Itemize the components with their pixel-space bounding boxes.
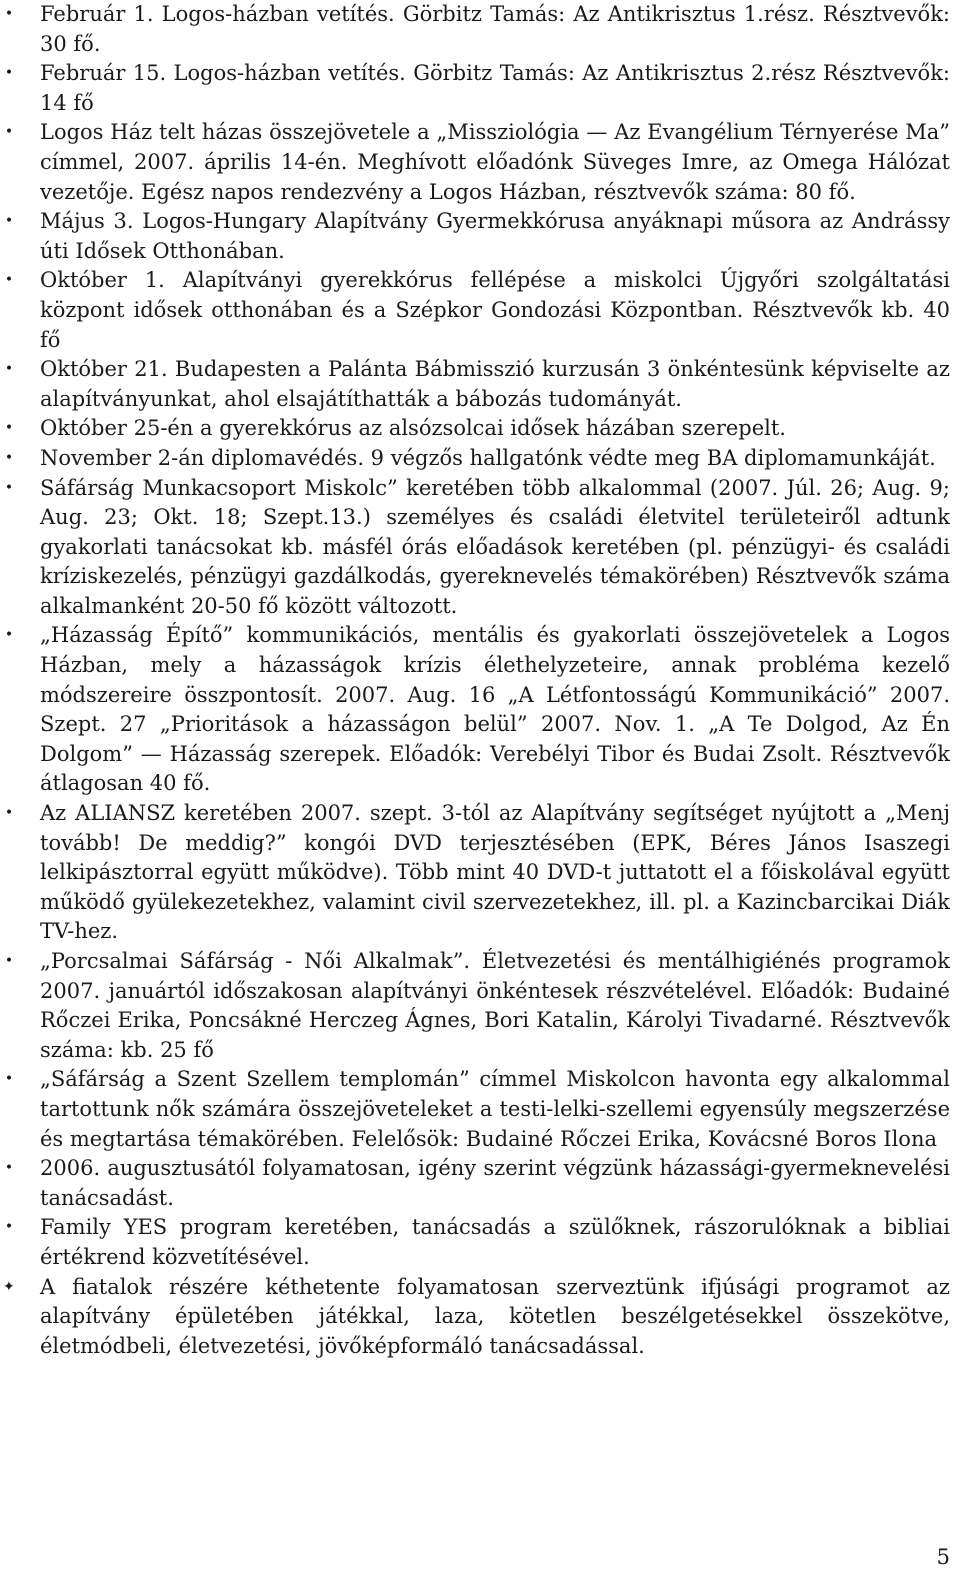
list-item [3,1273,950,1362]
list-item-text: Október 1. Alapítványi gyerekkórus fellépése a miskolci Újgyőri szolgáltatási központ idősek otthonában és a Szépkor Gondozási Központban. Résztvevők kb. 40 fő [40,268,950,352]
list-item [4,118,950,207]
list-item [4,266,950,355]
bullet-icon: • [4,124,14,141]
list-item [4,444,950,474]
list-item [4,0,950,59]
list-item-text: Február 15. Logos-házban vetítés. Görbitz Tamás: Az Antikrisztus 2.rész Résztvevők: 14 fő [40,61,950,115]
list-item [4,355,950,414]
list-item-text: „Házasság Építő” kommunikációs, mentális és gyakorlati összejövetelek a Logos Házban, mely a házasságok krízis élethelyzeteire, annak probléma kezelő módszereire összpontosít. 2007. Aug. 16 „A Létfontosságú Kommunikáció” 2007. Szept. 27 „Prioritások a házasságon belül” 2007. Nov. 1. „A Te Dolgod, Az Én Dolgom” — Házasság szerepek. Előadók: Verebélyi Tibor és Budai Zsolt. Résztvevők átlagosan 40 fő. [40,623,950,796]
bullet-icon: • [4,361,14,378]
list-item-text: 2006. augusztusától folyamatosan, igény szerint végzünk házassági-gyermeknevelési tanácsadást. [40,1156,950,1210]
list-item [4,799,950,947]
bullet-icon: • [4,479,14,496]
list-item-text: Logos Ház telt házas összejövetele a „Missziológia — Az Evangélium Térnyerése Ma” címmel, 2007. április 14-én. Meghívott előadónk Süveges Imre, az Omega Hálózat vezetője. Egész napos rendezvény a Logos Házban, résztvevők száma: 80 fő. [40,120,950,204]
list-item-text: Family YES program keretében, tanácsadás a szülőknek, rászorulóknak a bibliai értékrend közvetítésével. [40,1215,950,1269]
bullet-icon: • [4,6,14,22]
list-item-text: Az ALIANSZ keretében 2007. szept. 3-tól az Alapítvány segítséget nyújtott a „Menj tovább! De meddig?” kongói DVD terjesztésében (EPK, Béres János Isaszegi lelkipásztorral együtt működve). Több mint 40 DVD-t juttatott el a főiskolával együtt működő gyülekezetekhez, valamint civil szervezetekhez, ill. pl. a Kazincbarcikai Diák TV-hez. [40,801,950,944]
list-item-text: Február 1. Logos-házban vetítés. Görbitz Tamás: Az Antikrisztus 1.rész. Résztvevők: 30 fő. [40,2,950,56]
bullet-icon: • [4,449,14,466]
list-item-text: A fiatalok részére kéthetente folyamatosan szerveztünk ifjúsági programot az alapítvány épületében játékkal, laza, kötetlen beszélgetésekkel összekötve, életmódbeli, életvezetési, jövőképformáló tanácsadással. [40,1274,950,1358]
bullet-icon: • [4,272,14,289]
bullet-icon: • [4,1160,14,1177]
bullet-icon: • [4,420,14,437]
list-item-text: Május 3. Logos-Hungary Alapítvány Gyermekkórusa anyáknapi műsora az Andrássy úti Idősek Otthonában. [40,209,950,263]
list-item-text: Sáfárság Munkacsoport Miskolc” keretében több alkalommal (2007. Júl. 26; Aug. 9; Aug. 23; Okt. 18; Szept.13.) személyes és családi életvitel területeiről adtunk gyakorlati tanácsokat kb. másfél órás előadások keretében (pl. pénzügyi- és családi kríziskezelés, pénzügyi gazdálkodás, gyereknevelés témakörében) Résztvevők száma alkalmanként 20-50 fő között változott. [40,475,950,618]
list-item-text: „Sáfárság a Szent Szellem templomán” címmel Miskolcon havonta egy alkalommal tartottunk nők számára összejöveteleket a testi-lelki-szellemi egyensúly megszerzése és megtartása témakörében. Felelősök: Budainé Rőczei Erika, Kovácsné Boros Ilona [40,1067,950,1151]
list-item [4,414,950,444]
event-list [3,0,950,1361]
arrow-bullet-icon: ✦ [3,1278,15,1295]
page-number: 5 [936,1545,950,1569]
list-item [4,207,950,266]
bullet-icon: • [4,627,14,644]
list-item-text: Október 21. Budapesten a Palánta Bábmisszió kurzusán 3 önkéntesünk képviselte az alapítványunkat, ahol elsajátíthatták a bábozás tudományát. [40,357,950,411]
list-item-text: November 2-án diplomavédés. 9 végzős hallgatónk védte meg BA diplomamunkáját. [40,445,936,470]
bullet-icon: • [4,1071,14,1088]
list-item [4,621,950,799]
bullet-icon: • [4,953,14,969]
list-item [4,1154,950,1213]
list-item-text: „Porcsalmai Sáfárság - Női Alkalmak”. Életvezetési és mentálhigiénés programok 2007. januártól időszakosan alapítványi önkéntesek részvételével. Előadók: Budainé Rőczei Erika, Poncsákné Herczeg Ágnes, Bori Katalin, Károlyi Tivadarné. Résztvevők száma: kb. 25 fő [40,949,950,1062]
list-item [4,1065,950,1154]
list-item [4,1213,950,1272]
list-item-text: Október 25-én a gyerekkórus az alsózsolcai idősek házában szerepelt. [40,416,786,441]
bullet-icon: • [4,213,14,230]
list-item [4,947,950,1065]
list-item [4,59,950,118]
bullet-icon: • [4,1219,14,1236]
bullet-icon: • [4,805,14,822]
list-item [4,474,950,622]
bullet-icon: • [4,65,14,82]
